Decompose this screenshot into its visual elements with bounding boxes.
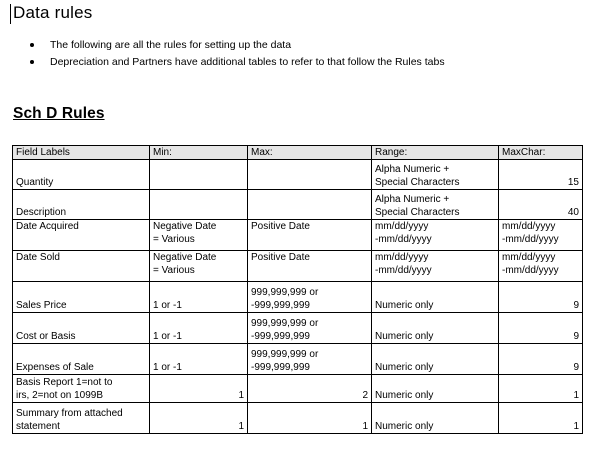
bullet-list	[0, 37, 445, 71]
cell-range	[372, 344, 499, 375]
header-min: Min:	[150, 146, 248, 160]
page-heading: Data rules	[13, 3, 93, 22]
table-row	[13, 282, 583, 313]
cell-line: Basis Report 1=not to	[16, 377, 113, 388]
rules-table	[12, 145, 583, 434]
cell-line: Description	[16, 207, 67, 218]
cell-line: 15	[567, 177, 579, 188]
cell-line: 1 or -1	[153, 362, 182, 373]
text-cursor	[10, 4, 11, 24]
cell-line: Quantity	[16, 177, 54, 188]
cell-field-label	[13, 160, 150, 190]
cell-line: -mm/dd/yyyy	[502, 234, 559, 245]
table-row	[13, 403, 583, 434]
cell-line: Sales Price	[16, 300, 67, 311]
cell-min	[150, 220, 248, 251]
cell-line: -999,999,999	[251, 331, 310, 342]
cell-line: 1	[573, 421, 579, 432]
header-maxchar: MaxChar:	[499, 146, 583, 160]
cell-maxchar	[499, 403, 583, 434]
cell-line: Positive Date	[251, 221, 310, 232]
table-row	[13, 190, 583, 220]
cell-max	[248, 344, 372, 375]
cell-field-label	[13, 220, 150, 251]
bullet-item	[0, 37, 445, 54]
cell-line: Negative Date	[153, 221, 217, 232]
cell-line: Numeric only	[375, 300, 434, 311]
cell-min	[150, 282, 248, 313]
cell-maxchar	[499, 160, 583, 190]
cell-line: Numeric only	[375, 390, 434, 401]
table-row	[13, 160, 583, 190]
bullet-text: Depreciation and Partners have additional tables to refer to that follow the Rules tabs	[50, 56, 445, 68]
cell-max	[248, 403, 372, 434]
header-field-labels: Field Labels	[13, 146, 150, 160]
cell-maxchar	[499, 220, 583, 251]
cell-line: Cost or Basis	[16, 331, 76, 342]
cell-range	[372, 160, 499, 190]
bullet-text: The following are all the rules for setting up the data	[50, 39, 292, 51]
cell-line: Numeric only	[375, 421, 434, 432]
cell-range	[372, 403, 499, 434]
cell-line: 1	[238, 390, 244, 401]
cell-maxchar	[499, 251, 583, 282]
table-row	[13, 220, 583, 251]
cell-max	[248, 251, 372, 282]
cell-line: 999,999,999 or	[251, 287, 319, 298]
cell-line: Alpha Numeric +	[375, 164, 450, 175]
header-range: Range:	[372, 146, 499, 160]
cell-max	[248, 375, 372, 403]
cell-line: Special Characters	[375, 177, 460, 188]
cell-min	[150, 190, 248, 220]
cell-range	[372, 220, 499, 251]
table-row	[13, 344, 583, 375]
cell-line: = Various	[153, 265, 195, 276]
table-header-row	[13, 146, 583, 160]
table-row	[13, 313, 583, 344]
cell-field-label	[13, 190, 150, 220]
bullet-item	[0, 54, 445, 71]
cell-line: Numeric only	[375, 362, 434, 373]
cell-range	[372, 313, 499, 344]
cell-line: statement	[16, 421, 60, 432]
bullet-dot-icon	[30, 43, 34, 47]
cell-line: Date Acquired	[16, 221, 79, 232]
cell-line: mm/dd/yyyy	[375, 221, 429, 232]
cell-field-label	[13, 313, 150, 344]
cell-field-label	[13, 344, 150, 375]
cell-line: 999,999,999 or	[251, 349, 319, 360]
cell-line: -mm/dd/yyyy	[375, 234, 432, 245]
cell-range	[372, 190, 499, 220]
cell-maxchar	[499, 344, 583, 375]
cell-field-label	[13, 282, 150, 313]
cell-line: Special Characters	[375, 207, 460, 218]
cell-line: 1 or -1	[153, 331, 182, 342]
cell-line: Negative Date	[153, 252, 217, 263]
cell-max	[248, 220, 372, 251]
header-max: Max:	[248, 146, 372, 160]
cell-line: 999,999,999 or	[251, 318, 319, 329]
cell-line: 1 or -1	[153, 300, 182, 311]
cell-line: mm/dd/yyyy	[502, 252, 556, 263]
cell-line: = Various	[153, 234, 195, 245]
cell-line: Numeric only	[375, 331, 434, 342]
cell-field-label	[13, 375, 150, 403]
cell-line: 9	[573, 331, 579, 342]
cell-line: 1	[238, 421, 244, 432]
cell-line: 9	[573, 300, 579, 311]
cell-line: Summary from attached	[16, 408, 123, 419]
section-title: Sch D Rules	[13, 105, 105, 122]
cell-max	[248, 190, 372, 220]
cell-range	[372, 375, 499, 403]
cell-min	[150, 251, 248, 282]
cell-min	[150, 375, 248, 403]
cell-min	[150, 313, 248, 344]
cell-line: 2	[362, 390, 368, 401]
cell-line: 9	[573, 362, 579, 373]
cell-line: 1	[362, 421, 368, 432]
cell-line: Alpha Numeric +	[375, 194, 450, 205]
cell-line: 40	[567, 207, 579, 218]
cell-line: irs, 2=not on 1099B	[16, 390, 104, 401]
table-row	[13, 251, 583, 282]
cell-range	[372, 282, 499, 313]
cell-max	[248, 160, 372, 190]
cell-maxchar	[499, 190, 583, 220]
cell-maxchar	[499, 375, 583, 403]
cell-line: mm/dd/yyyy	[502, 221, 556, 232]
cell-line: 1	[573, 390, 579, 401]
cell-min	[150, 160, 248, 190]
cell-line: -999,999,999	[251, 300, 310, 311]
cell-max	[248, 282, 372, 313]
cell-min	[150, 403, 248, 434]
cell-maxchar	[499, 282, 583, 313]
cell-line: -999,999,999	[251, 362, 310, 373]
table-row	[13, 375, 583, 403]
cell-maxchar	[499, 313, 583, 344]
cell-line: Expenses of Sale	[16, 362, 94, 373]
cell-line: mm/dd/yyyy	[375, 252, 429, 263]
rules-table-body	[13, 146, 583, 434]
cell-field-label	[13, 403, 150, 434]
cell-min	[150, 344, 248, 375]
cell-line: Positive Date	[251, 252, 310, 263]
cell-max	[248, 313, 372, 344]
cell-line: -mm/dd/yyyy	[502, 265, 559, 276]
cell-field-label	[13, 251, 150, 282]
cell-range	[372, 251, 499, 282]
bullet-dot-icon	[30, 60, 34, 64]
cell-line: -mm/dd/yyyy	[375, 265, 432, 276]
cell-line: Date Sold	[16, 252, 60, 263]
